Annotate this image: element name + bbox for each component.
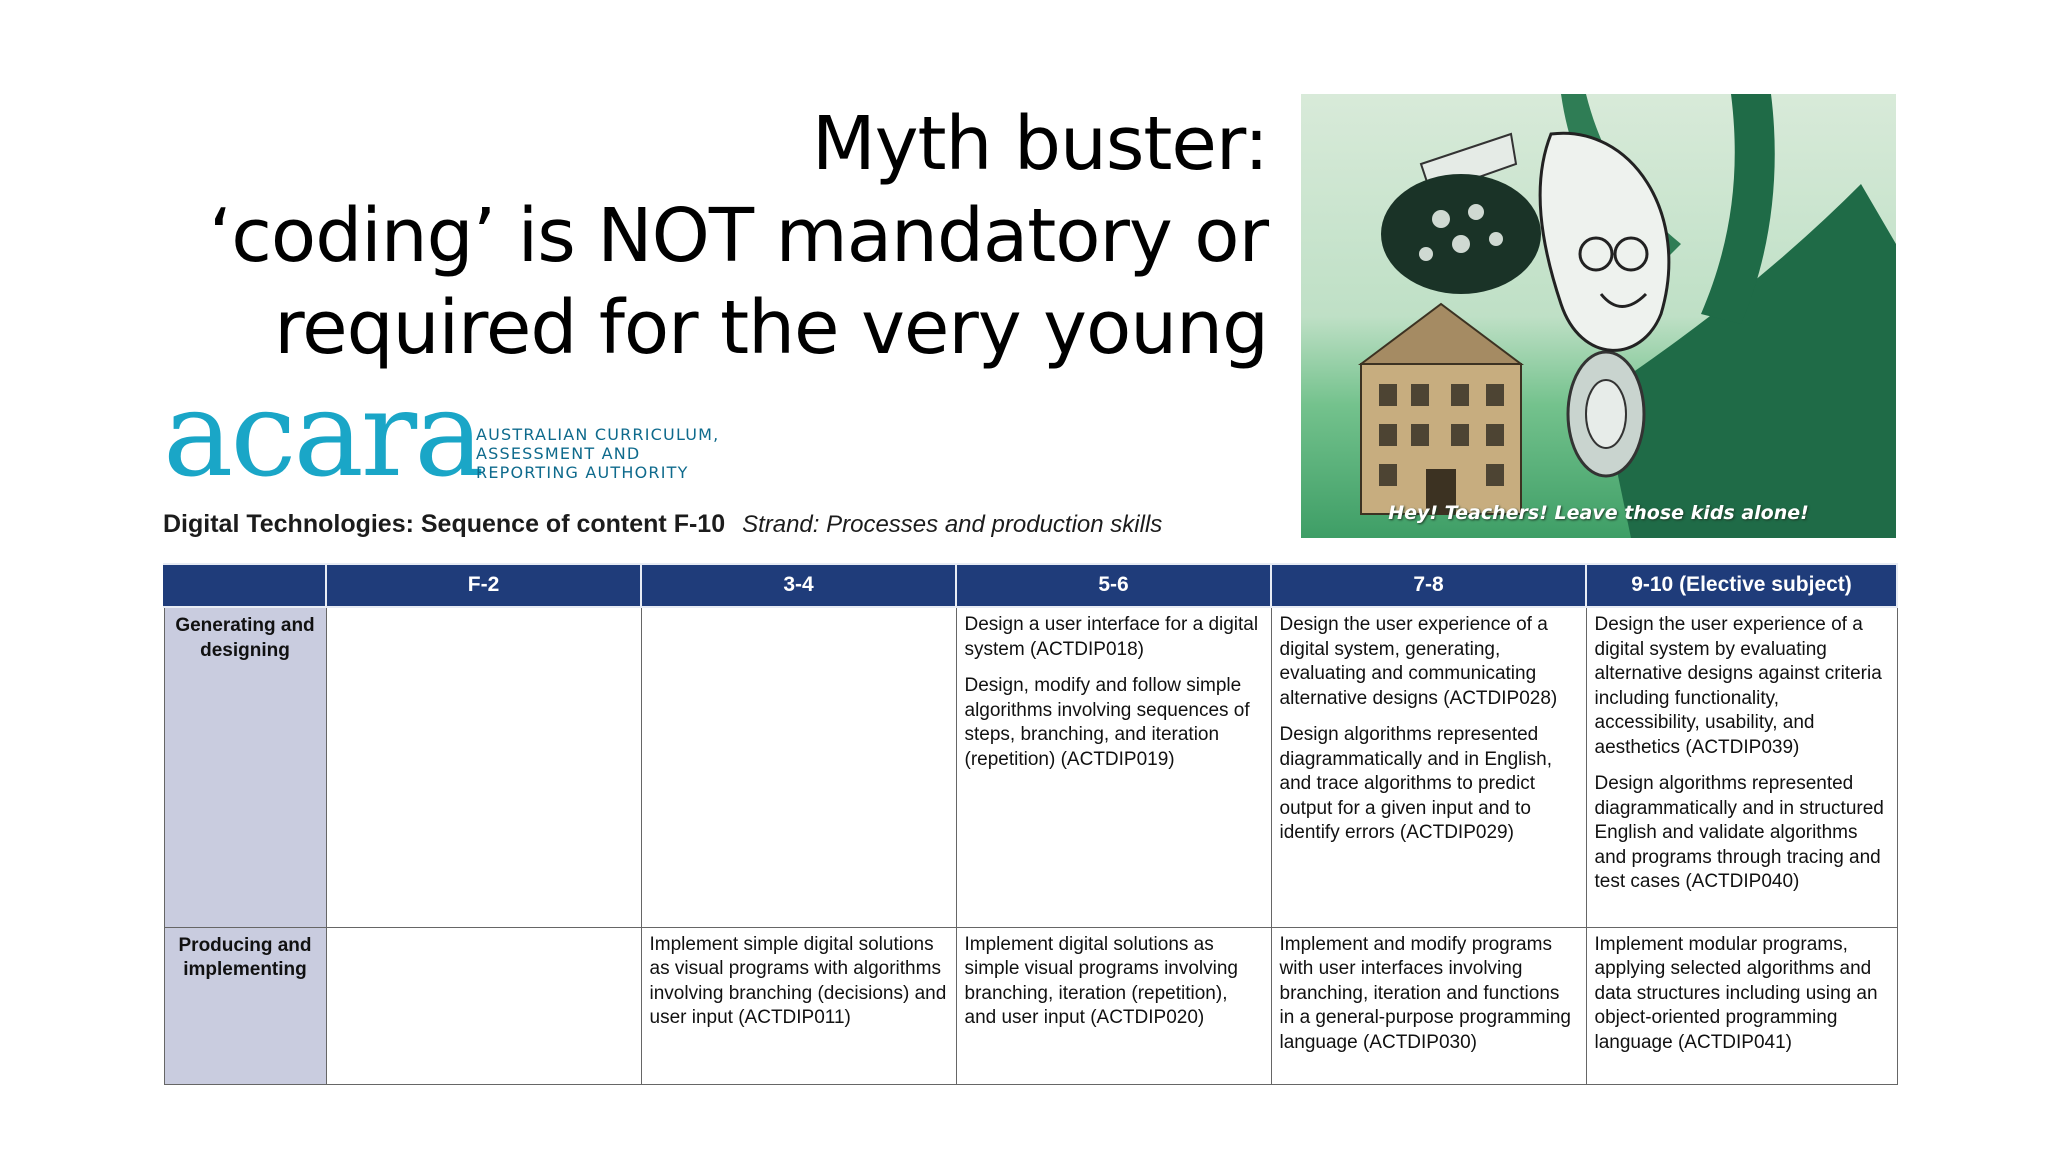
content-item: Implement digital solutions as simple visual programs involving branching, iteration (repetition), and user input (ACTDIP020) — [964, 933, 1238, 1028]
cartoon-illustration — [1301, 94, 1896, 538]
content-item: Design a user interface for a digital system (ACTDIP018) — [964, 614, 1259, 660]
slide-title — [168, 98, 1268, 374]
table-header-row — [164, 564, 1897, 607]
header-corner — [164, 564, 326, 607]
row-label-line: designing — [200, 639, 290, 661]
cell-generating-f-2 — [326, 607, 641, 927]
header-9-10: 9-10 (Elective subject) — [1586, 564, 1897, 607]
cartoon-image — [1301, 94, 1896, 538]
table-row-producing — [164, 927, 1897, 1084]
header-f-2: F-2 — [326, 564, 641, 607]
cell-producing-3-4 — [641, 927, 956, 1084]
row-label-generating — [164, 607, 326, 927]
content-item: Design algorithms represented diagrammatically and in structured English and validate algorithms and programs through tracing and test cases (ACTDIP040) — [1594, 773, 1884, 892]
logo-organisation-name — [476, 425, 806, 482]
content-item: Implement simple digital solutions as visual programs with algorithms involving branching (decisions) and user input (ACTDIP011) — [649, 933, 947, 1028]
cell-producing-9-10 — [1586, 927, 1897, 1084]
logo-wordmark: acara — [163, 365, 482, 503]
cell-producing-5-6 — [956, 927, 1271, 1084]
cell-generating-9-10 — [1586, 607, 1897, 927]
subtitle-main: Digital Technologies: Sequence of content F-10 — [163, 510, 726, 538]
cartoon-caption: Hey! Teachers! Leave those kids alone! — [1388, 502, 1809, 524]
content-item: Design the user experience of a digital system, generating, evaluating and communicating alternative designs (ACTDIP028) — [1279, 614, 1558, 709]
logo-text-line-2: ASSESSMENT AND — [476, 444, 641, 463]
content-item: Design the user experience of a digital system by evaluating alternative designs against criteria including functionality, accessibility, usability, and aesthetics (ACTDIP039) — [1594, 614, 1882, 758]
row-label-line: Generating and — [175, 615, 315, 636]
cell-producing-7-8 — [1271, 927, 1586, 1084]
row-label-producing — [164, 927, 326, 1084]
cell-generating-5-6 — [956, 607, 1271, 927]
content-item: Implement and modify programs with user interfaces involving branching, iteration and functions in a general-purpose programming language (ACTDIP030) — [1279, 933, 1571, 1053]
table-row-generating — [164, 607, 1897, 927]
title-line-3: required for the very young — [274, 285, 1268, 371]
content-item: Design algorithms represented diagrammatically and in English, and trace algorithms to predict output for a given input and to identify errors (ACTDIP029) — [1279, 724, 1552, 843]
sequence-table — [163, 563, 1898, 1085]
cell-producing-f-2 — [326, 927, 641, 1084]
subtitle-strand: Strand: Processes and production skills — [742, 511, 1163, 538]
content-item: Design, modify and follow simple algorithms involving sequences of steps, branching, and iteration (repetition) (ACTDIP019) — [964, 675, 1250, 770]
logo-text-line-3: REPORTING AUTHORITY — [476, 463, 689, 482]
row-label-line: Producing and — [178, 934, 312, 956]
header-7-8: 7-8 — [1271, 564, 1586, 607]
logo-text-line-1: AUSTRALIAN CURRICULUM, — [476, 425, 720, 444]
header-3-4: 3-4 — [641, 564, 956, 607]
table-subtitle — [163, 510, 1162, 539]
title-line-2: ‘coding’ is NOT mandatory or — [208, 193, 1268, 279]
row-label-line: implementing — [183, 959, 307, 980]
title-line-1: Myth buster: — [811, 101, 1268, 187]
cell-generating-7-8 — [1271, 607, 1586, 927]
header-5-6: 5-6 — [956, 564, 1271, 607]
content-item: Implement modular programs, applying selected algorithms and data structures including using an object-oriented programming language (ACTDIP041) — [1594, 933, 1878, 1053]
cell-generating-3-4 — [641, 607, 956, 927]
